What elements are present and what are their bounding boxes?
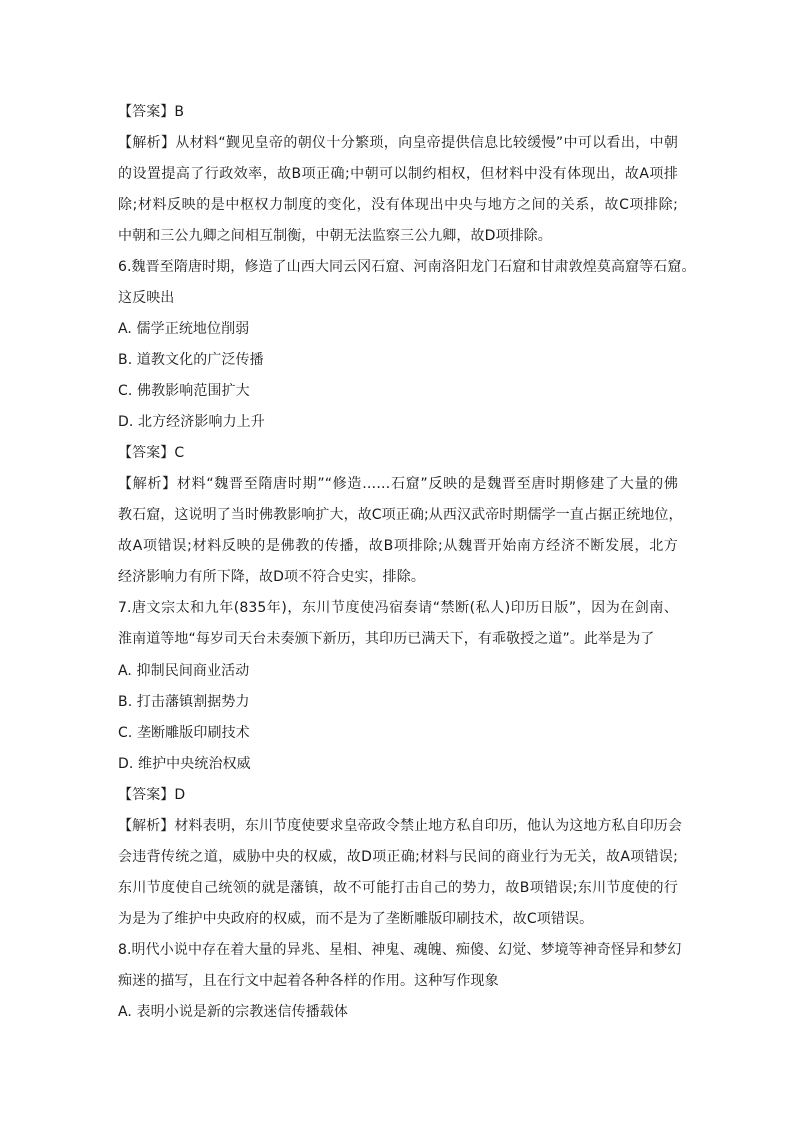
q6-analysis-line: 经济影响力有所下降，故D项不符合史实，排除。	[118, 569, 425, 585]
q7-analysis-line: 会违背传统之道，威胁中央的权威，故D项正确;材料与民间的商业行为无关，故A项错误;	[118, 849, 678, 865]
q8-option-a: A. 表明小说是新的宗教迷信传播载体	[118, 1004, 349, 1020]
q7-analysis-line: 东川节度使自己统领的就是藩镇，故不可能打击自己的势力，故B项错误;东川节度使的行	[118, 880, 678, 896]
q7-option-d: D. 维护中央统治权威	[118, 756, 251, 772]
q8-stem-line: 痴迷的描写，且在行文中起着各种各样的作用。这种写作现象	[118, 973, 499, 989]
q7-analysis-line: 【解析】材料表明，东川节度使要求皇帝政令禁止地方私自印历，他认为这地方私自印历会	[118, 818, 682, 834]
q7-stem-line: 7.唐文宗太和九年(835年)，东川节度使冯宿奏请“禁断(私人)印历日版”，因为在剑南、	[118, 600, 678, 616]
q5-answer: 【答案】B	[118, 104, 185, 120]
q7-answer: 【答案】D	[118, 787, 186, 803]
q7-option-b: B. 打击藩镇割据势力	[118, 694, 250, 710]
q7-option-c: C. 垄断雕版印刷技术	[118, 725, 250, 741]
q7-option-a: A. 抑制民间商业活动	[118, 663, 250, 679]
q6-stem-line: 这反映出	[118, 290, 175, 306]
q5-analysis-line: 除;材料反映的是中枢权力制度的变化，没有体现出中央与地方之间的关系，故C项排除;	[118, 197, 678, 213]
q6-option-c: C. 佛教影响范围扩大	[118, 383, 250, 399]
q6-option-d: D. 北方经济影响力上升	[118, 414, 265, 430]
q8-stem-line: 8.明代小说中存在着大量的异兆、星相、神鬼、魂魄、痴傻、幻觉、梦境等神奇怪异和梦幻	[118, 942, 682, 958]
q6-option-b: B. 道教文化的广泛传播	[118, 352, 264, 368]
q6-answer: 【答案】C	[118, 445, 185, 461]
q5-analysis-line: 中朝和三公九卿之间相互制衡，中朝无法监察三公九卿，故D项排除。	[118, 228, 552, 244]
q5-analysis-line: 【解析】从材料“觐见皇帝的朝仪十分繁琐，向皇帝提供信息比较缓慢”中可以看出，中朝	[118, 135, 678, 151]
q6-analysis-line: 教石窟，这说明了当时佛教影响扩大，故C项正确;从西汉武帝时期儒学一直占据正统地位，	[118, 507, 683, 523]
q7-analysis-line: 为是为了维护中央政府的权威，而不是为了垄断雕版印刷技术，故C项错误。	[118, 911, 594, 927]
q6-stem-line: 6.魏晋至隋唐时期，修造了山西大同云冈石窟、河南洛阳龙门石窟和甘肃敦煌莫高窟等石窟。	[118, 259, 696, 275]
q6-analysis-line: 故A项错误;材料反映的是佛教的传播，故B项排除;从魏晋开始南方经济不断发展，北方	[118, 538, 678, 554]
q5-analysis-line: 的设置提高了行政效率，故B项正确;中朝可以制约相权，但材料中没有体现出，故A项排	[118, 166, 678, 182]
q6-option-a: A. 儒学正统地位削弱	[118, 321, 250, 337]
q6-analysis-line: 【解析】材料“魏晋至隋唐时期”“修造……石窟”反映的是魏晋至唐时期修建了大量的佛	[118, 476, 678, 492]
q7-stem-line: 淮南道等地“每岁司天台未奏颁下新历，其印历已满天下，有乖敬授之道”。此举是为了	[118, 631, 655, 647]
